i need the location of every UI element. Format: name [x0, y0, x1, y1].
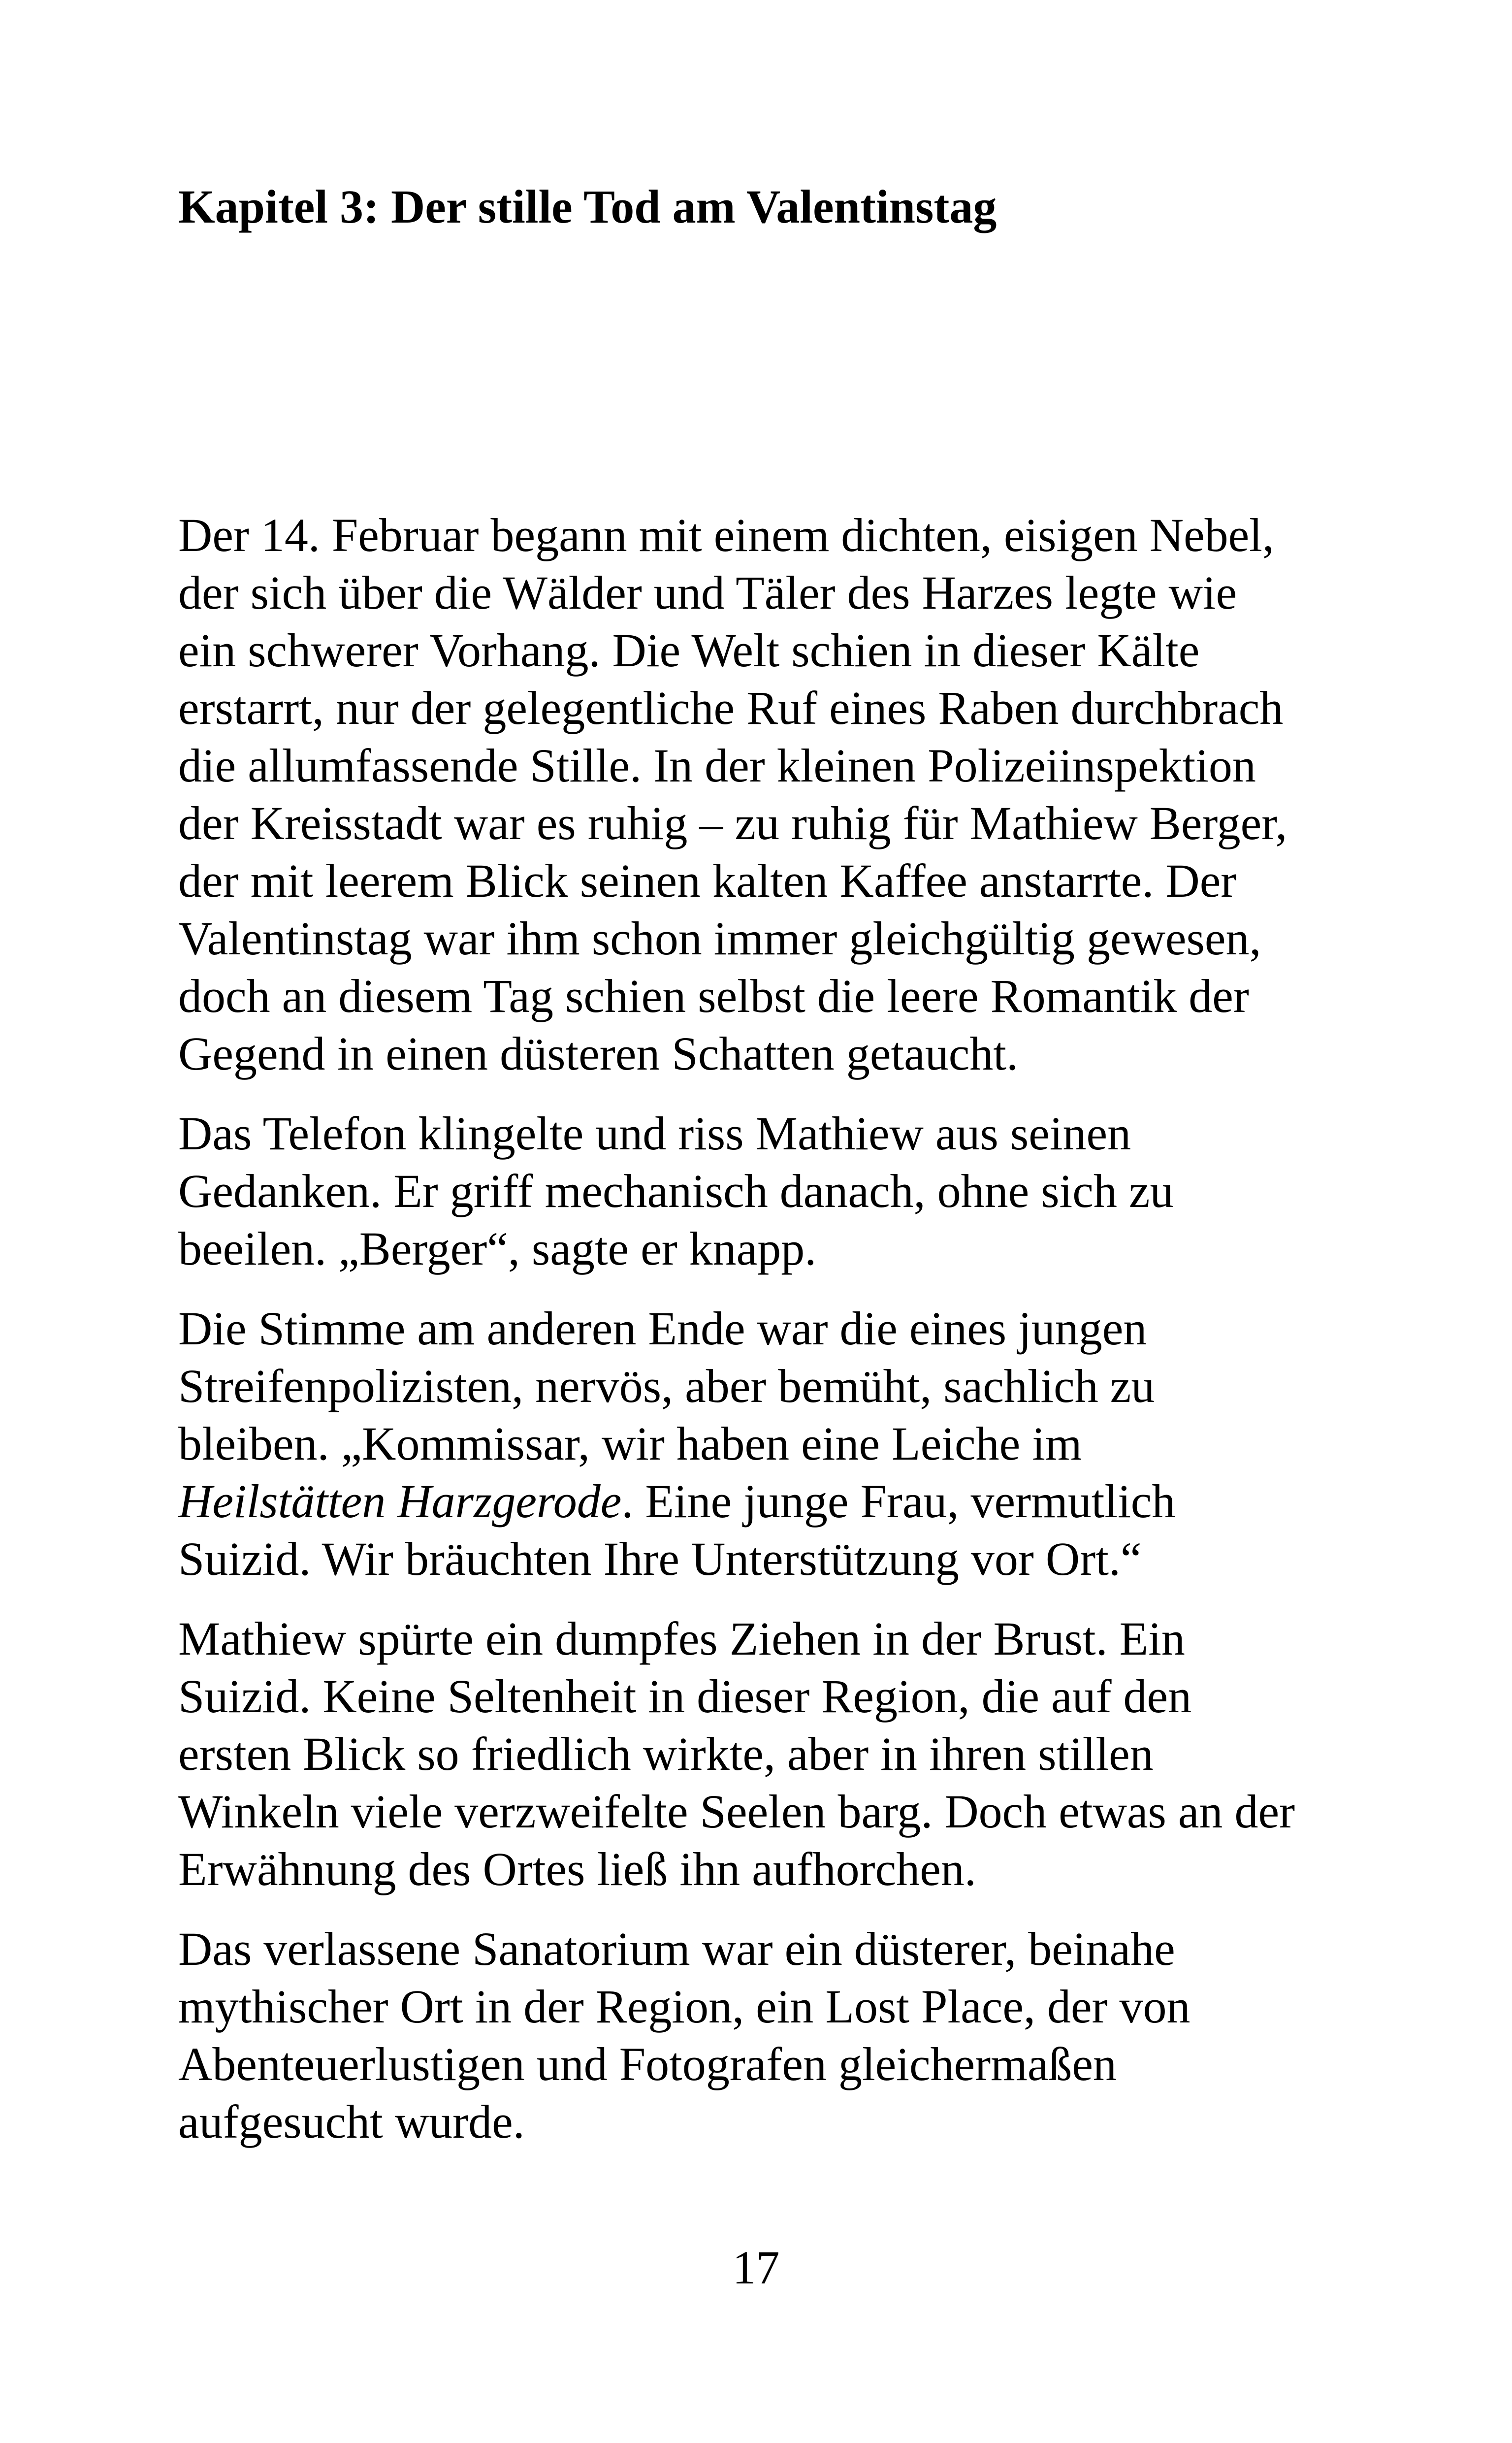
text-line: Das Telefon klingelte und riss Mathiew aus seinen	[178, 1107, 1131, 1160]
text-line: die allumfassende Stille. In der kleinen Polizeiinspektion	[178, 739, 1256, 792]
text-line: Gegend in einen düsteren Schatten getaucht.	[178, 1027, 1019, 1080]
text-line	[178, 1472, 1360, 1530]
text-line: der mit leerem Blick seinen kalten Kaffee anstarrte. Der	[178, 854, 1237, 907]
text-line: Erwähnung des Ortes ließ ihn aufhorchen.	[178, 1843, 976, 1895]
text-line: ersten Blick so friedlich wirkte, aber in ihren stillen	[178, 1727, 1154, 1780]
text-line: Abenteuerlustigen und Fotografen gleichermaßen	[178, 2038, 1117, 2090]
text-line: doch an diesem Tag schien selbst die leere Romantik der	[178, 970, 1249, 1022]
text-line: mythischer Ort in der Region, ein Lost Place, der von	[178, 1980, 1190, 2033]
text-line: Die Stimme am anderen Ende war die eines jungen	[178, 1302, 1147, 1355]
text-line: erstarrt, nur der gelegentliche Ruf eines Raben durchbrach	[178, 682, 1284, 734]
paragraph-5	[178, 1920, 1360, 2150]
text-line: Das verlassene Sanatorium war ein düsterer, beinahe	[178, 1922, 1175, 1975]
text-line: Gedanken. Er griff mechanisch danach, ohne sich zu	[178, 1165, 1174, 1217]
text-line: ein schwerer Vorhang. Die Welt schien in dieser Kälte	[178, 624, 1200, 677]
text-line: beeilen. „Berger“, sagte er knapp.	[178, 1222, 817, 1275]
text-line: bleiben. „Kommissar, wir haben eine Leiche im	[178, 1417, 1082, 1470]
text-line: Suizid. Wir bräuchten Ihre Unterstützung vor Ort.“	[178, 1532, 1142, 1585]
text-line: Suizid. Keine Seltenheit in dieser Region, die auf den	[178, 1670, 1192, 1723]
paragraph-1	[178, 506, 1360, 1082]
text-line: Winkeln viele verzweifelte Seelen barg. Doch etwas an der	[178, 1785, 1295, 1838]
text-line: der Kreisstadt war es ruhig – zu ruhig für Mathiew Berger,	[178, 797, 1287, 849]
text-line: der sich über die Wälder und Täler des Harzes legte wie	[178, 566, 1237, 619]
place-name-italic: Heilstätten Harzgerode	[178, 1475, 622, 1528]
body-text	[178, 506, 1360, 2173]
paragraph-4	[178, 1610, 1360, 1898]
paragraph-2	[178, 1105, 1360, 1277]
text-line: Valentinstag war ihm schon immer gleichgültig gewesen,	[178, 912, 1261, 965]
text-line: aufgesucht wurde.	[178, 2095, 525, 2148]
chapter-title: Kapitel 3: Der stille Tod am Valentinstag	[178, 180, 997, 233]
text-line: Streifenpolizisten, nervös, aber bemüht, sachlich zu	[178, 1360, 1155, 1412]
text-line: Mathiew spürte ein dumpfes Ziehen in der Brust. Ein	[178, 1612, 1185, 1665]
paragraph-3	[178, 1300, 1360, 1588]
text-line: Der 14. Februar begann mit einem dichten, eisigen Nebel,	[178, 509, 1274, 561]
text-line-rest: . Eine junge Frau, vermutlich	[621, 1475, 1176, 1528]
page-number: 17	[732, 2241, 780, 2294]
